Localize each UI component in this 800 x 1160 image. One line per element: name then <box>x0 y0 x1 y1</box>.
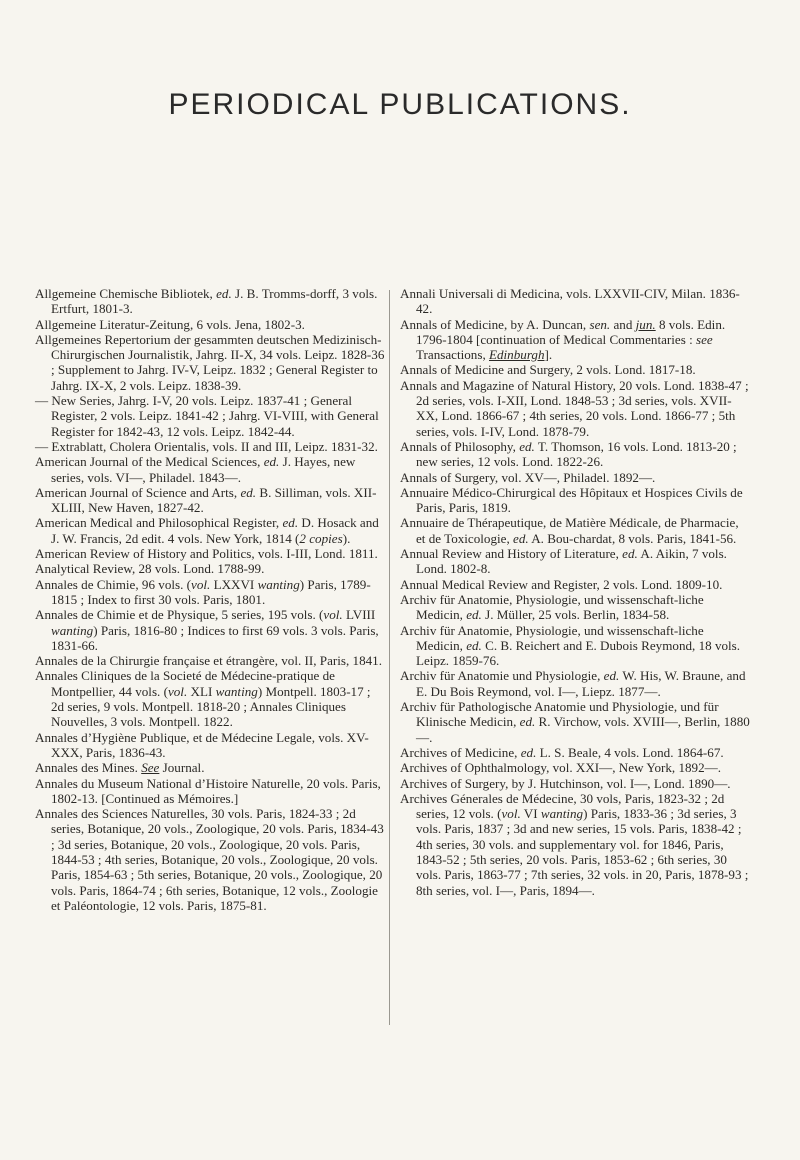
catalog-entry: Annales Cliniques de la Societé de Médecine-pratique de Montpellier, 44 vols. (vol. XLI wanting) Montpell. 1803-17 ; 2d series, 9 vols. Montpell. 1818-20 ; Annales Cliniques Nouvelles, 3 vols. Montpell. 1822. <box>35 668 371 730</box>
catalog-entry: American Journal of Science and Arts, ed. B. Silliman, vols. XII-XLIII, New Haven, 1827-42. <box>35 484 377 516</box>
catalog-entry: Archives of Surgery, by J. Hutchinson, vol. I—, Lond. 1890—. <box>400 775 731 791</box>
catalog-entry: Annuaire de Thérapeutique, de Matière Médicale, de Pharmacie, et de Toxicologie, ed. A. Bou-chardat, 8 vols. Paris, 1841-56. <box>400 515 739 546</box>
catalog-entry: Annals and Magazine of Natural History, 20 vols. Lond. 1838-47 ; 2d series, vols. I-XII, Lond. 1848-53 ; 3d series, vols. XVII-XX, Lond. 1866-67 ; 4th series, 20 vols. Lond. 1866-77 ; 5th series, vols. I-IV, Lond. 1878-79. <box>400 377 749 439</box>
catalog-entry: American Journal of the Medical Sciences, ed. J. Hayes, new series, vols. VI—, Philadel. 1843—. <box>35 454 356 485</box>
catalog-entry: Archiv für Anatomie, Physiologie, und wissenschaft-liche Medicin, ed. C. B. Reichert and E. Dubois Reymond, 18 vols. Leipz. 1859-76. <box>400 622 741 669</box>
catalog-entry: Annals of Philosophy, ed. T. Thomson, 16 vols. Lond. 1813-20 ; new series, 12 vols. Lond. 1822-26. <box>400 438 737 470</box>
catalog-entry: Annali Universali di Medicina, vols. LXXVII-CIV, Milan. 1836-42. <box>400 286 740 317</box>
catalog-entry: Archives of Ophthalmology, vol. XXI—, New York, 1892—. <box>400 760 722 776</box>
catalog-entry: Analytical Review, 28 vols. Lond. 1788-99. <box>35 561 265 577</box>
catalog-entry: Annales de Chimie, 96 vols. (vol. LXXVI wanting) Paris, 1789-1815 ; Index to first 30 vols. Paris, 1801. <box>35 576 371 607</box>
catalog-entry: Allgemeines Repertorium der gesammten deutschen Medizinisch-Chirurgischen Journalistik, Jahrg. II-X, 34 vols. Leipz. 1828-36 ; Supplement to Jahrg. IV-V, Leipz. 1832 ; General Register to Jahrg. IX-X, 2 vols. Leipz. 1838-39. <box>35 331 385 393</box>
right-column <box>400 286 750 898</box>
catalog-entry: Annuaire Médico-Chirurgical des Hôpitaux et Hospices Civils de Paris, Paris, 1819. <box>400 484 743 516</box>
catalog-entry: Allgemeine Literatur-Zeitung, 6 vols. Jena, 1802-3. <box>35 316 305 332</box>
catalog-entry: Annales des Sciences Naturelles, 30 vols. Paris, 1824-33 ; 2d series, Botanique, 20 vols., Zoologique, 20 vols. Paris, 1834-43 ; 3d series, Botanique, 20 vols., Zoologique, 20 vols. Paris, 1844-53 ; 4th series, Botanique, 20 vols., Zoologique, 20 vols. Paris, 1854-63 ; 5th series, Botanique, 20 vols., Zoologique, 20 vols. Paris, 1864-74 ; 6th series, Botanique, 12 vols., Zoologie et Paléontologie, 12 vols. Paris, 1875-81. <box>35 806 384 913</box>
catalog-entry: Annual Medical Review and Register, 2 vols. Lond. 1809-10. <box>400 576 723 592</box>
catalog-entry: Annales de Chimie et de Physique, 5 series, 195 vols. (vol. LVIII wanting) Paris, 1816-80 ; Indices to first 69 vols. 3 vols. Paris, 1831-66. <box>35 607 379 653</box>
catalog-entry: American Medical and Philosophical Register, ed. D. Hosack and J. W. Francis, 2d edit. 4 vols. New York, 1814 (2 copies). <box>35 515 379 546</box>
catalog-entry: Annales de la Chirurgie française et étrangère, vol. II, Paris, 1841. <box>35 653 382 669</box>
catalog-entry: Annals of Medicine, by A. Duncan, sen. and jun. 8 vols. Edin. 1796-1804 [continuation of Medical Commentaries : see Transactions, Edinburgh]. <box>400 316 726 363</box>
catalog-entry: Archiv für Anatomie, Physiologie, und wissenschaft-liche Medicin, ed. J. Müller, 25 vols. Berlin, 1834-58. <box>400 591 704 623</box>
left-column <box>35 286 385 913</box>
catalog-entry: Archives Génerales de Médecine, 30 vols, Paris, 1823-32 ; 2d series, 12 vols. (vol. VI wanting) Paris, 1833-36 ; 3d series, 3 vols. Paris, 1837 ; 3d and new series, 15 vols. Paris, 1838-42 ; 4th series, 30 vols. and supplementary vol. for 1846, Paris, 1843-52 ; 5th series, 20 vols. Paris, 1853-62 ; 6th series, 30 vols. Paris, 1863-77 ; 7th series, 32 vols. in 20, Paris, 1878-93 ; 8th series, vol. I—, Paris, 1894—. <box>400 790 749 898</box>
catalog-entry: — Extrablatt, Cholera Orientalis, vols. II and III, Leipz. 1831-32. <box>35 438 378 454</box>
catalog-entry: Archives of Medicine, ed. L. S. Beale, 4 vols. Lond. 1864-67. <box>400 744 724 760</box>
catalog-entry: Archiv für Anatomie und Physiologie, ed. W. His, W. Braune, and E. Du Bois Reymond, vol. I—, Liepz. 1877—. <box>400 668 746 699</box>
catalog-entry: American Review of History and Politics, vols. I-III, Lond. 1811. <box>35 546 378 562</box>
catalog-entry: Annales d’Hygiène Publique, et de Médecine Legale, vols. XV-XXX, Paris, 1836-43. <box>35 729 369 760</box>
page-title: PERIODICAL PUBLICATIONS. <box>168 88 632 121</box>
catalog-entry: Annals of Medicine and Surgery, 2 vols. Lond. 1817-18. <box>400 362 696 378</box>
catalog-entry: Annales des Mines. See Journal. <box>35 760 205 776</box>
column-divider <box>389 290 390 1025</box>
catalog-entry: Annals of Surgery, vol. XV—, Philadel. 1892—. <box>400 469 656 485</box>
catalog-entry: Annual Review and History of Literature, ed. A. Aikin, 7 vols. Lond. 1802-8. <box>400 546 727 577</box>
catalog-entry: Annales du Museum National d’Histoire Naturelle, 20 vols. Paris, 1802-13. [Continued as Mémoires.] <box>35 775 381 806</box>
catalog-entry: Archiv für Pathologische Anatomie und Physiologie, und für Klinische Medicin, ed. R. Virchow, vols. XVIII—, Berlin, 1880—. <box>400 699 750 745</box>
catalog-entry: — New Series, Jahrg. I-V, 20 vols. Leipz. 1837-41 ; General Register, 2 vols. Leipz. 1841-42 ; Jahrg. VI-VIII, with General Register for 1842-43, 12 vols. Leipz. 1842-44. <box>35 393 379 439</box>
catalog-entry: Allgemeine Chemische Bibliotek, ed. J. B. Tromms-dorff, 3 vols. Ertfurt, 1801-3. <box>35 286 378 317</box>
